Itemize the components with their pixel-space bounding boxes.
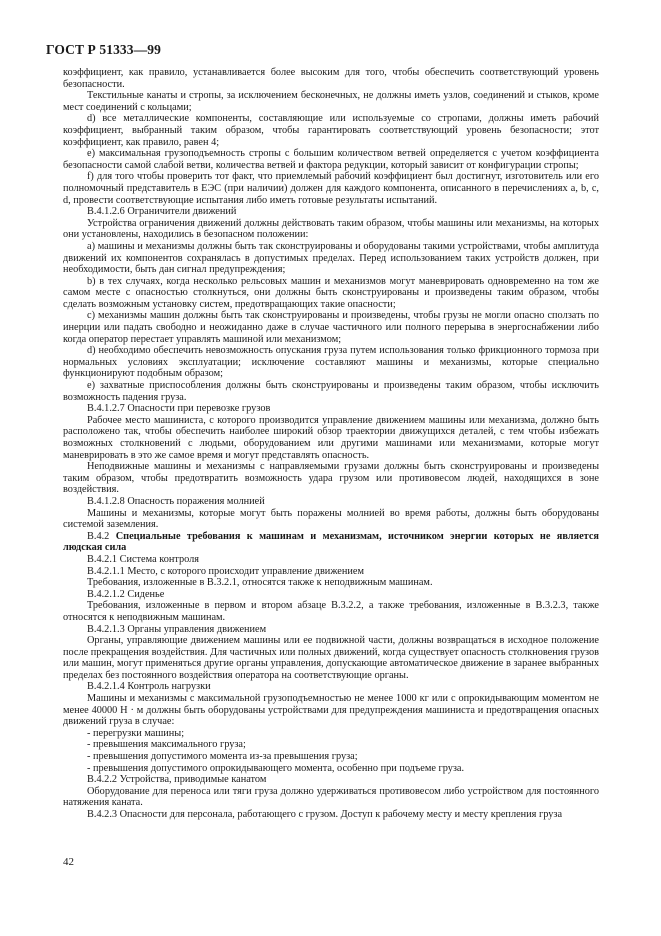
section-heading: В.4.2.1.2 Сиденье [87, 588, 165, 600]
list-item-a: а) машины и механизмы должны быть так сконструированы и оборудованы такими устройствами, чтобы амплитуда движений их компонентов сохранялась в допустимых пределах. Перед использованием таких устройств должен, при необходимости, быть дан сигнал предупреждения; [63, 240, 599, 276]
bullet-item: - перегрузки машины; [87, 727, 185, 739]
paragraph: Оборудование для переноса или тяги груза должно удерживаться противовесом либо устройством для постоянного натяжения каната. [63, 785, 599, 809]
paragraph: Требования, изложенные в В.3.2.1, относятся также к неподвижным машинам. [87, 577, 433, 589]
paragraph: Рабочее место машиниста, с которого производится управление движением машины или механизма, должно быть расположено так, чтобы обеспечить наиболее широкий обзор траектории движущихся деталей, с тем чтобы избежать возможных столкновений с людьми, оборудованием или другими машинами или механизмами, которые могут маневрировать в это же самое время и могут представлять опасность. [63, 414, 599, 461]
section-heading: В.4.2.1 Система контроля [87, 553, 200, 565]
paragraph: Машины и механизмы, которые могут быть поражены молнией во время работы, должны быть оборудованы системой заземления. [63, 507, 599, 531]
paragraph: Требования, изложенные в первом и втором абзаце В.3.2.2, а также требования, изложенные в В.3.2.3, также относятся к неподвижным машинам. [63, 600, 599, 623]
section-heading-b42 [63, 531, 599, 554]
section-heading: В.4.2.1.4 Контроль нагрузки [87, 681, 211, 693]
section-number: В.4.2 [87, 530, 110, 542]
paragraph: Текстильные канаты и стропы, за исключением бесконечных, не должны иметь узлов, соединений и стыков, кроме мест соединений с кольцами; [63, 90, 599, 113]
paragraph: коэффициент, как правило, устанавливается более высоким для того, чтобы обеспечить соответствующий уровень безопасности. [63, 67, 599, 90]
section-title: Специальные требования к машинам и механизмам, источником энергии которых не является людская сила [63, 530, 599, 554]
bullet-item: - превышения допустимого момента из-за превышения груза; [87, 751, 358, 763]
section-heading: В.4.1.2.6 Ограничители движений [87, 206, 237, 218]
bullet-item: - превышения допустимого опрокидывающего момента, особенно при подъеме груза. [87, 762, 465, 774]
section-heading: В.4.1.2.7 Опасности при перевозке грузов [87, 403, 271, 415]
list-item-f: f) для того чтобы проверить тот факт, что приемлемый рабочий коэффициент был достигнут, изготовитель или его полномочный представитель в ЕЭС (при наличии) должен для каждого компонента, описанного в перечислениях а, b, с, d, провести соответствующие испытания либо иметь готовые результаты испытаний. [63, 171, 599, 206]
section-heading: В.4.2.3 Опасности для персонала, работающего с грузом. Доступ к рабочему месту и месту крепления груза [87, 809, 563, 820]
paragraph: Устройства ограничения движений должны действовать таким образом, чтобы машины или механизмы, на которых они установлены, находились в безопасном положении: [63, 217, 599, 241]
paragraph: Органы, управляющие движением машины или ее подвижной части, должны возвращаться в исходное положение после прекращения воздействия. Для частичных или полных движений, когда существует опасность столкновения грузов или машин, могут применяться другие органы управления, допускающие автоматическое движение в заранее выбранных пределах без постоянного воздействия оператора на соответствующие органы. [63, 635, 599, 681]
list-item-d: d) необходимо обеспечить невозможность опускания груза путем использования только фрикционного тормоза при нормальных условиях эксплуатации; исключение составляют машины и механизмы, которые специально функционируют подобным образом; [63, 345, 599, 380]
page-number: 42 [63, 856, 74, 868]
section-heading: В.4.2.1.1 Место, с которого происходит управление движением [87, 565, 364, 577]
list-item-c: с) механизмы машин должны быть так сконструированы и произведены, чтобы грузы не могли опасно сползать по инерции или падать свободно и неожиданно даже в случае частичного или полного перерыва в энергоснабжении либо когда оператор перестает управлять машиной или механизмом; [63, 310, 599, 345]
section-heading: В.4.2.1.3 Органы управления движением [87, 623, 267, 635]
list-item-d: d) все металлические компоненты, составляющие или используемые со стропами, должны иметь рабочий коэффициент, выбранный таким образом, чтобы гарантировать соответствующий уровень безопасности; этот коэффициент, как правило, равен 4; [63, 113, 599, 148]
paragraph: Машины и механизмы с максимальной грузоподъемностью не менее 1000 кг или с опрокидывающим моментом не менее 40000 Н · м должны быть оборудованы устройствами для предупреждения машиниста и предотвращения опасных движений груза в случае: [63, 693, 599, 728]
list-item-b: b) в тех случаях, когда несколько рельсовых машин и механизмов могут маневрировать одновременно на том же самом месте с опасностью столкнуться, они должны быть сконструированы и произведены таким образом, чтобы сделать возможным установку систем, предотвращающих такие опасности; [63, 275, 599, 310]
list-item-e: е) захватные приспособления должны быть сконструированы и произведены таким образом, чтобы исключить возможность падения груза. [63, 380, 599, 403]
page-content [63, 67, 599, 821]
list-item-e: е) максимальная грузоподъемность стропы с большим количеством ветвей определяется с учетом коэффициента безопасности самой слабой ветви, количества ветвей и фактора редукции, который зависит от конфигурации стропы; [63, 148, 599, 171]
document-header: ГОСТ Р 51333—99 [46, 42, 161, 57]
section-heading: В.4.2.2 Устройства, приводимые канатом [87, 774, 267, 786]
paragraph: Неподвижные машины и механизмы с направляемыми грузами должны быть сконструированы и произведены таким образом, чтобы предотвратить возможность удара грузом или противовесом людей, находящихся в зоне воздействия. [63, 461, 599, 496]
section-heading: В.4.1.2.8 Опасность поражения молнией [87, 495, 265, 507]
bullet-item: - превышения максимального груза; [87, 739, 246, 751]
